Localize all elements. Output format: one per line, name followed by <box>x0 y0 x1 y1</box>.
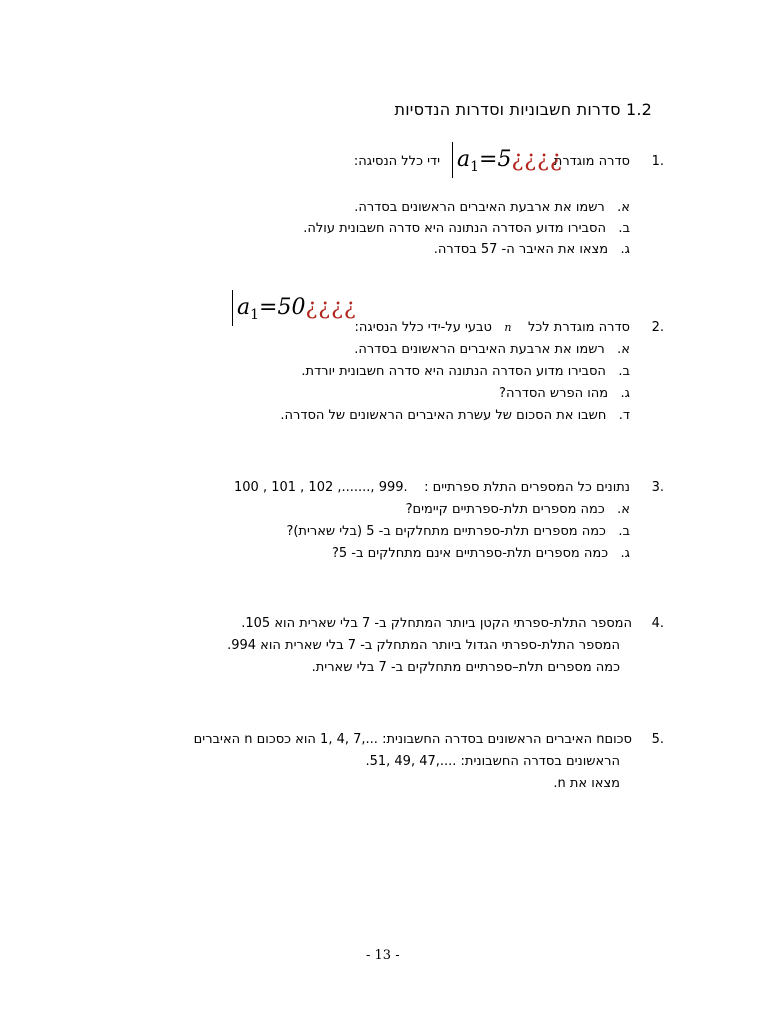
question-5-number: 5. <box>651 732 664 747</box>
list-item: ג. מהו הפרש הסדרה? <box>499 386 630 401</box>
formula-sub: 1 <box>470 159 480 175</box>
question-1-intro-right: סדרה מוגדרת <box>553 154 630 169</box>
question-1-intro <box>554 154 630 169</box>
question-2-intro <box>355 320 630 335</box>
formula-brace <box>232 290 233 326</box>
question-5-line: הראשונים בסדרה החשבונית: ....,47 ,49 ,51. <box>365 754 620 769</box>
list-item: א. כמה מספרים תלת-ספרתיים קיימים? <box>405 502 630 517</box>
section-title: 1.2 סדרות חשבוניות וסדרות הנדסיות <box>394 100 652 119</box>
list-item: א. רשמו את ארבעת האיברים הראשונים בסדרה. <box>354 200 630 215</box>
list-item: א. רשמו את ארבעת האיברים הראשונים בסדרה. <box>354 342 630 357</box>
question-4-number: 4. <box>651 616 664 631</box>
variable-n: n <box>504 321 512 334</box>
question-3-number: 3. <box>651 480 664 495</box>
question-4-line: כמה מספרים תלת–ספרתיים מתחלקים ב- 7 בלי שארית. <box>311 660 620 675</box>
question-4-line: המספר התלת-ספרתי הקטן ביותר המתחלק ב- 7 בלי שארית הוא 105. <box>241 616 632 631</box>
formula-var: a <box>237 295 251 320</box>
list-item: ב. כמה מספרים תלת-ספרתיים מתחלקים ב- 5 (בלי שארית)? <box>286 524 630 539</box>
formula-eq: =5 <box>479 147 512 172</box>
list-item: ד. חשבו את הסכום של עשרת האיברים הראשונים של הסדרה. <box>280 408 630 423</box>
list-item: ב. הסבירו מדוע הסדרה הנתונה היא סדרה חשבונית יורדת. <box>301 364 630 379</box>
question-4-line: המספר התלת-ספרתי הגדול ביותר המתחלק ב- 7 בלי שארית הוא 994. <box>227 638 620 653</box>
question-2-number: 2. <box>651 320 664 335</box>
question-1-intro-left: ידי כלל הנסיגה: <box>353 154 440 169</box>
question-2-intro-rest: טבעי על-ידי כלל הנסיגה: <box>354 320 492 335</box>
formula-garbled: ¿¿¿¿ <box>305 295 357 320</box>
formula-garbled: ¿¿¿¿ <box>511 147 563 172</box>
list-item: ג. כמה מספרים תלת-ספרתיים אינם מתחלקים ב- 5? <box>331 546 630 561</box>
list-item: ג. מצאו את האיבר ה- 57 בסדרה. <box>433 242 630 257</box>
question-2-formula <box>232 290 357 326</box>
question-5-line: סכוםn האיברים הראשונים בסדרה החשבונית: ...,7 ,4 ,1 הוא כסכום n האיברים <box>193 732 632 747</box>
question-2-intro-main: סדרה מוגדרת לכל <box>528 320 630 335</box>
question-5-line: מצאו את n. <box>553 776 620 791</box>
formula-brace <box>452 142 453 178</box>
formula-var: a <box>457 147 471 172</box>
question-1-formula <box>452 142 563 178</box>
page-number: - 13 - <box>366 948 400 963</box>
question-3-sequence: 100 , 101 , 102 ,......., 999. <box>234 480 408 495</box>
question-1-number: 1. <box>651 154 664 169</box>
list-item: ב. הסבירו מדוע הסדרה הנתונה היא סדרה חשבונית עולה. <box>303 221 630 236</box>
formula-sub: 1 <box>250 307 260 323</box>
question-3-intro: נתונים כל המספרים התלת ספרתיים : <box>424 480 630 495</box>
formula-eq: =50 <box>259 295 306 320</box>
